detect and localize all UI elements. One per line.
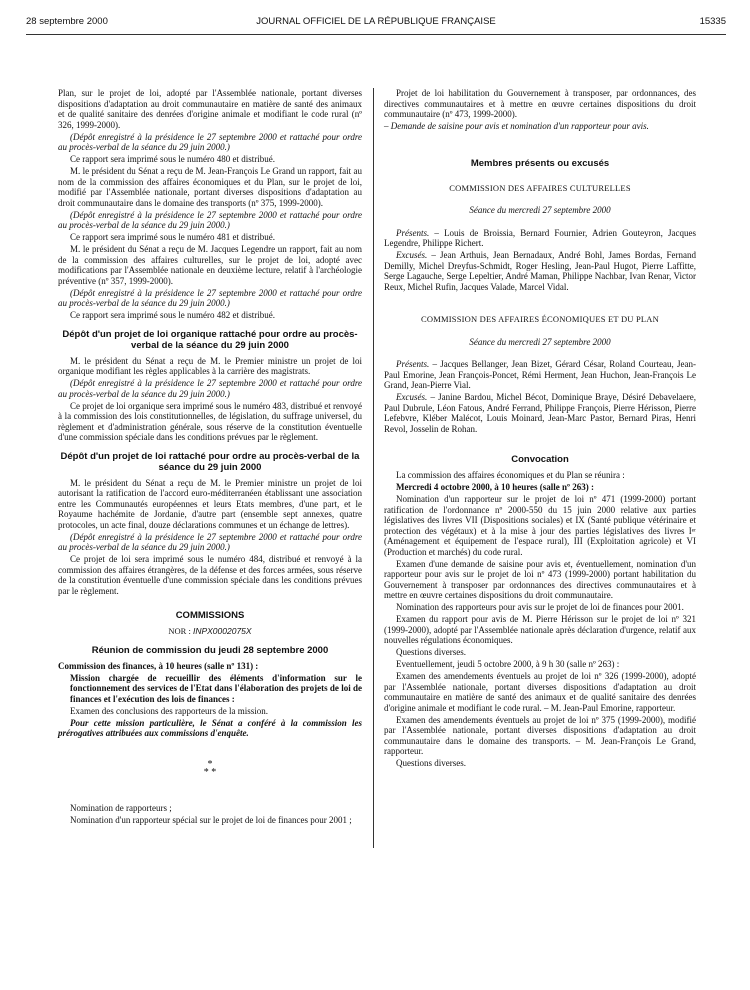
section-heading: Membres présents ou excusés — [470, 157, 610, 169]
header-journal-title: JOURNAL OFFICIEL DE LA RÉPUBLIQUE FRANÇAISE — [256, 16, 496, 27]
deposit-note: (Dépôt enregistré à la présidence le 27 septembre 2000 et rattaché pour ordre au procès-verbal de la séance du 29 juin 2000.) — [58, 378, 362, 399]
paragraph: Ce rapport sera imprimé sous le numéro 481 et distribué. — [70, 232, 275, 242]
paragraph: Ce rapport sera imprimé sous le numéro 482 et distribué. — [70, 310, 275, 320]
deposit-note: (Dépôt enregistré à la présidence le 27 septembre 2000 et rattaché pour ordre au procès-verbal de la séance du 29 juin 2000.) — [58, 131, 362, 152]
session-date: Séance du mercredi 27 septembre 2000 — [469, 336, 611, 347]
paragraph: La commission des affaires économiques et du Plan se réunira : — [396, 470, 625, 480]
paragraph: Examen du rapport pour avis de M. Pierre Hérisson sur le projet de loi nº 321 (1999-2000), adopté par l'Assemblée nationale après déclaration d'urgence, relatif aux nouvelles régulations économiques. — [384, 614, 696, 645]
right-column — [384, 88, 696, 770]
paragraph: Ce projet de loi organique sera imprimé sous le numéro 483, distribué et renvoyé à la commission des lois constitutionnelles, de législation, du suffrage universel, du règlement et d'administration générale, sous réserve de la constitution éventuelle d'une commission spéciale dans les conditions prévues par le règlement. — [58, 400, 362, 442]
mission-title: Mission chargée de recueillir des éléments d'information sur le fonctionnement des services de l'Etat dans l'élaboration des projets de loi de finances et l'exécution des lois de finances : — [70, 672, 362, 704]
paragraph: Projet de loi habilitation du Gouvernement à transposer, par ordonnances, des directives communautaires et à mettre en œuvre certaines dispositions du droit communautaire (nº 473, 1999-2000). — [384, 88, 696, 119]
paragraph: – Demande de saisine pour avis et nomination d'un rapporteur pour avis. — [384, 121, 649, 131]
commission-name: COMMISSION DES AFFAIRES CULTURELLES — [449, 182, 631, 193]
attendance-present: Présents. – Jacques Bellanger, Jean Bizet, Gérard César, Roland Courteau, Jean-Paul Emorine, Jean François-Poncet, Rémi Herment, Jean Huchon, Jean-François Le Grand, Jean-Pierre Vial. — [384, 359, 696, 390]
paragraph: Nomination d'un rapporteur spécial sur le projet de loi de finances pour 2001 ; — [70, 814, 352, 825]
nor-reference — [58, 626, 362, 637]
header-date: 28 septembre 2000 — [26, 16, 108, 27]
attendance-excused: Excusés. – Janine Bardou, Michel Bécot, Dominique Braye, Désiré Debavelaere, Paul Dubrule, Léon Fatous, André Ferrand, Philippe François, Pierre Hérisson, Pierre Lefebvre, Kléber Malécot, Louis Moinard, Jean-Marc Pastor, Bernard Piras, Henri Revol, Josselin de Rohan. — [384, 392, 696, 434]
paragraph: Examen des conclusions des rapporteurs de la mission. — [70, 705, 268, 716]
nor-label: NOR : — [168, 626, 191, 636]
paragraph: Questions diverses. — [396, 647, 466, 657]
session-date: Séance du mercredi 27 septembre 2000 — [469, 205, 611, 215]
section-heading: Dépôt d'un projet de loi rattaché pour ordre au procès-verbal de la séance du 29 juin 2000 — [60, 450, 360, 473]
deposit-note: (Dépôt enregistré à la présidence le 27 septembre 2000 et rattaché pour ordre au procès-verbal de la séance du 29 juin 2000.) — [58, 287, 362, 308]
section-heading: COMMISSIONS — [175, 610, 245, 621]
deposit-note: (Dépôt enregistré à la présidence le 27 septembre 2000 et rattaché pour ordre au procès-verbal de la séance du 29 juin 2000.) — [58, 209, 362, 230]
section-heading: Dépôt d'un projet de loi organique rattaché pour ordre au procès-verbal de la séance du 29 juin 2000 — [62, 328, 358, 351]
paragraph: Examen des amendements éventuels au projet de loi nº 375 (1999-2000), modifié par l'Assemblée nationale, portant diverses dispositions d'adaptation au droit communautaire dans le domaine des transports. – M. Jean-François Le Grand, rapporteur. — [384, 714, 696, 756]
paragraph: Nomination d'un rapporteur sur le projet de loi nº 471 (1999-2000) portant ratification de l'ordonnance nº 2000-550 du 15 juin 2000 relative aux parties législatives des livres VII (Dispositions sociales) et IX (Santé publique vétérinaire et protection des végétaux) et à la mise à jour des parties législatives des livres Iᵉʳ (Aménagement et équipement de l'espace rural), III (Exploitation agricole) et VI (Production et marchés) du code rural. — [384, 494, 696, 557]
paragraph: Pour cette mission particulière, le Sénat a conféré à la commission les prérogatives attribuées aux commissions d'enquête. — [58, 717, 362, 738]
paragraph: Nomination des rapporteurs pour avis sur le projet de loi de finances pour 2001. — [396, 602, 684, 612]
deposit-note: (Dépôt enregistré à la présidence le 27 septembre 2000 et rattaché pour ordre au procès-verbal de la séance du 29 juin 2000.) — [58, 531, 362, 552]
page-header — [26, 16, 726, 30]
meeting-date: Eventuellement, jeudi 5 octobre 2000, à 9 h 30 (salle nº 263) : — [396, 659, 620, 669]
paragraph: M. le président du Sénat a reçu de M. le Premier ministre un projet de loi organique modifiant les règles applicables à la carrière des magistrats. — [58, 355, 362, 376]
section-heading: Convocation — [511, 454, 569, 465]
paragraph: Nomination de rapporteurs ; — [70, 802, 172, 813]
paragraph: M. le président du Sénat a reçu de M. le Premier ministre un projet de loi autorisant la ratification de l'accord euro-méditerranéen établissant une association entre les Communautés européennes et leurs Etats membres, d'une part, et le Royaume hachémite de Jordanie, d'autre part (ensemble sept annexes, quatre protocoles, un acte final, douze déclarations communes et un échange de lettres). — [58, 477, 362, 530]
paragraph: Plan, sur le projet de loi, adopté par l'Assemblée nationale, portant diverses dispositions d'adaptation au droit communautaire en matière de santé des animaux et de qualité sanitaire des denrées d'origine animale et modifiant le code rural (nº 326, 1999-2000). — [58, 88, 362, 130]
left-column — [58, 88, 362, 827]
paragraph: Ce rapport sera imprimé sous le numéro 480 et distribué. — [70, 154, 275, 164]
section-separator: * * * — [203, 758, 217, 778]
header-page-number: 15335 — [699, 16, 726, 27]
meeting-date: Mercredi 4 octobre 2000, à 10 heures (salle nº 263) : — [396, 482, 595, 492]
paragraph: Questions diverses. — [396, 758, 466, 768]
commission-line: Commission des finances, à 10 heures (salle nº 131) : — [58, 660, 259, 671]
paragraph: Ce projet de loi sera imprimé sous le numéro 484, distribué et renvoyé à la commission des affaires étrangères, de la défense et des forces armées, sous réserve de la constitution éventuelle d'une commission spéciale dans les conditions prévues par le règlement. — [58, 554, 362, 596]
paragraph: Examen des amendements éventuels au projet de loi nº 326 (1999-2000), adopté par l'Assemblée nationale, portant diverses dispositions d'adaptation au droit communautaire en matière de santé des animaux et de qualité sanitaire des denrées d'origine animale et modifiant le code rural. – M. Jean-Paul Emorine, rapporteur. — [384, 671, 696, 713]
attendance-excused: Excusés. – Jean Arthuis, Jean Bernadaux, André Bohl, James Bordas, Fernand Demilly, Michel Dreyfus-Schmidt, Roger Hesling, Jean-Paul Hugot, Pierre Laffitte, Serge Lagauche, Serge Lepeltier, André Maman, Philippe Nachbar, Ivan Renar, Victor Reux, Michel Rufin, Jacques Valade, Marcel Vidal. — [384, 250, 697, 292]
commission-name: COMMISSION DES AFFAIRES ÉCONOMIQUES ET DU PLAN — [421, 314, 659, 324]
paragraph: M. le président du Sénat a reçu de M. Jean-François Le Grand un rapport, fait au nom de la commission des affaires économiques et du Plan, sur le projet de loi, modifié par l'Assemblée nationale, portant diverses dispositions d'adaptation au droit communautaire dans le domaine des transports (nº 375, 1999-2000). — [58, 166, 362, 208]
header-rule — [26, 34, 726, 35]
attendance-present: Présents. – Louis de Broissia, Bernard Fournier, Adrien Gouteyron, Jacques Legendre, Philippe Richert. — [384, 227, 696, 248]
column-divider — [373, 88, 374, 848]
paragraph: M. le président du Sénat a reçu de M. Jacques Legendre un rapport, fait au nom de la commission des affaires culturelles, sur le projet de loi, adopté avec modifications par l'Assemblée nationale en deuxième lecture, relatif à l'archéologie préventive (nº 357, 1999-2000). — [58, 244, 362, 286]
nor-code: INPX0002075X — [192, 626, 252, 636]
section-heading: Réunion de commission du jeudi 28 septembre 2000 — [91, 644, 329, 656]
paragraph: Examen d'une demande de saisine pour avis et, éventuellement, nomination d'un rapporteur pour avis sur le projet de loi nº 473 (1999-2000) portant habilitation du Gouvernement à transposer par ordonnances des directives communautaires et à mettre en œuvre certaines dispositions du droit communautaire. — [384, 558, 696, 600]
